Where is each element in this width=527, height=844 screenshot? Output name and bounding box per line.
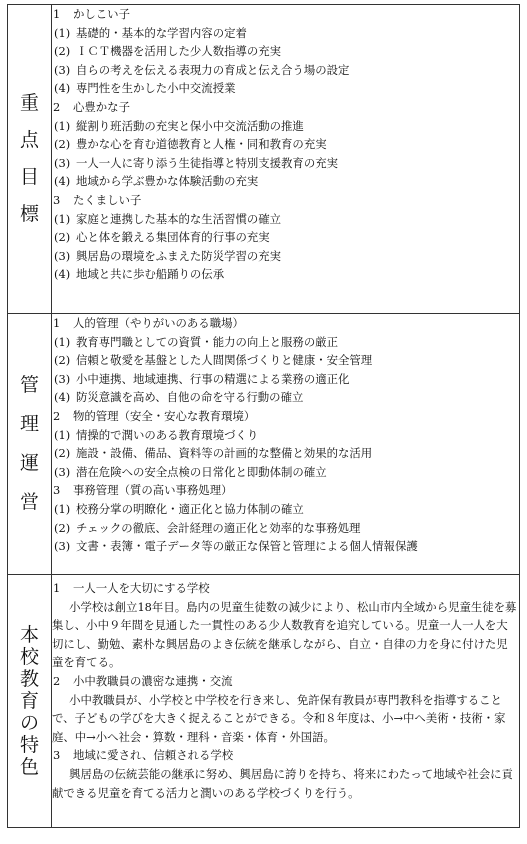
section-label: [8, 94, 51, 224]
label-char: 標: [19, 203, 39, 225]
label-char: 重: [19, 92, 39, 114]
group-heading: 3 事務管理（質の高い事務処理）: [53, 483, 233, 498]
list-item: (3) 一人一人に寄り添う生徒指導と特別支援教育の充実: [54, 155, 338, 170]
section-row-school-features: [8, 575, 520, 828]
label-char: 特: [19, 733, 39, 756]
label-char: の: [19, 711, 39, 734]
group-heading: 2 物的管理（安全・安心な教育環境）: [53, 408, 256, 423]
section-label-cell: [8, 575, 52, 828]
section-label: [8, 376, 51, 512]
group-heading: 1 一人一人を大切にする学校: [53, 581, 210, 595]
list-item: (3) 興居島の環境をふまえた防災学習の充実: [54, 248, 282, 263]
label-char: 校: [19, 645, 39, 668]
label-char: 色: [19, 755, 39, 778]
label-char: 点: [19, 129, 39, 151]
section-row-management: [8, 314, 520, 575]
list-item: (2) 心と体を鍛える集団体育的行事の充実: [54, 230, 270, 245]
group-heading: 3 たくましい子: [53, 192, 142, 207]
list-item: (2) 豊かな心を育む道徳教育と人権・同和教育の充実: [54, 137, 327, 152]
label-char: 営: [19, 491, 39, 513]
list-item: (3) 文書・表簿・電子データ等の厳正な保管と管理による個人情報保護: [54, 539, 418, 554]
list-item: (4) 専門性を生かした小中交流授業: [54, 81, 236, 96]
list-item: (1) 情操的で潤いのある教育環境づくり: [54, 427, 259, 442]
label-char: 本: [19, 623, 39, 646]
list-item: (4) 防災意識を高め、自他の命を守る行動の確立: [54, 390, 304, 405]
label-char: 理: [19, 413, 39, 435]
label-char: 管: [19, 374, 39, 396]
section-label-cell: [8, 314, 52, 575]
school-policy-table: [7, 4, 520, 828]
list-item: (3) 小中連携、地域連携、行事の精選による業務の適正化: [54, 371, 350, 386]
group-heading: 1 かしこい子: [53, 7, 130, 21]
section-content: [52, 5, 520, 314]
list-item: (1) 教育専門職としての資質・能力の向上と服務の厳正: [54, 334, 338, 349]
label-char: 育: [19, 689, 39, 712]
list-item: (2) チェックの徹底、会計経理の適正化と効率的な事務処理: [54, 520, 361, 535]
section-label-cell: [8, 5, 52, 314]
list-item: (2) 施設・設備、備品、資料等の計画的な整備と効果的な活用: [54, 446, 373, 461]
label-char: 目: [19, 166, 39, 188]
paragraph: 小学校は創立18年目。島内の児童生徒数の減少により、松山市内全域から児童生徒を募集し、小中９年間を見通した一貫性のある少人数教育を追究している。児童一人一人を大切にし、勤勉、素朴な興居島のよき伝統を継承しながら、自立・自律の力を身に付けた児童を育てる。: [52, 599, 517, 670]
group-heading: 2 心豊かな子: [53, 99, 130, 114]
list-item: (1) 縦割り班活動の充実と保小中交流活動の推進: [54, 118, 304, 133]
list-item: (1) 基礎的・基本的な学習内容の定着: [54, 25, 247, 40]
group-heading: 1 人的管理（やりがいのある職場）: [53, 316, 244, 330]
label-char: 運: [19, 452, 39, 474]
list-item: (3) 潜在危険への安全点検の日常化と即動体制の確立: [54, 464, 327, 479]
group-heading: 2 小中教職員の濃密な連携・交流: [53, 673, 233, 688]
paragraph: 興居島の伝統芸能の継承に努め、興居島に誇りを持ち、将来にわたって地域や社会に貢献できる児童を育てる活力と潤いのある学校づくりを行う。: [52, 766, 513, 800]
section-content: [52, 314, 520, 575]
section-row-priority-goals: [8, 5, 520, 314]
list-item: (1) 校務分掌の明瞭化・適正化と協力体制の確立: [54, 501, 304, 516]
paragraph: 小中教職員が、小学校と中学校を行き来し、免許保有教員が専門教科を指導することで、子どもの学びを大きく捉えることができる。令和８年度は、小→中へ美術・技術・家庭、中→小へ社会・算数・理科・音楽・体育・外国語。: [52, 692, 506, 744]
list-item: (1) 家庭と連携した基本的な生活習慣の確立: [54, 211, 282, 226]
list-item: (4) 地域と共に歩む船踊りの伝承: [54, 267, 225, 282]
list-item: (2) 信頼と敬愛を基盤とした人間関係づくりと健康・安全管理: [54, 353, 373, 368]
label-char: 教: [19, 667, 39, 690]
list-item: (4) 地域から学ぶ豊かな体験活動の充実: [54, 174, 259, 189]
section-content: [52, 575, 520, 828]
group-heading: 3 地域に愛され、信頼される学校: [53, 748, 234, 763]
section-label: [8, 623, 51, 778]
list-item: (2) ＩＣＴ機器を活用した少人数指導の充実: [54, 44, 282, 59]
list-item: (3) 自らの考えを伝える表現力の育成と伝え合う場の設定: [54, 62, 350, 77]
